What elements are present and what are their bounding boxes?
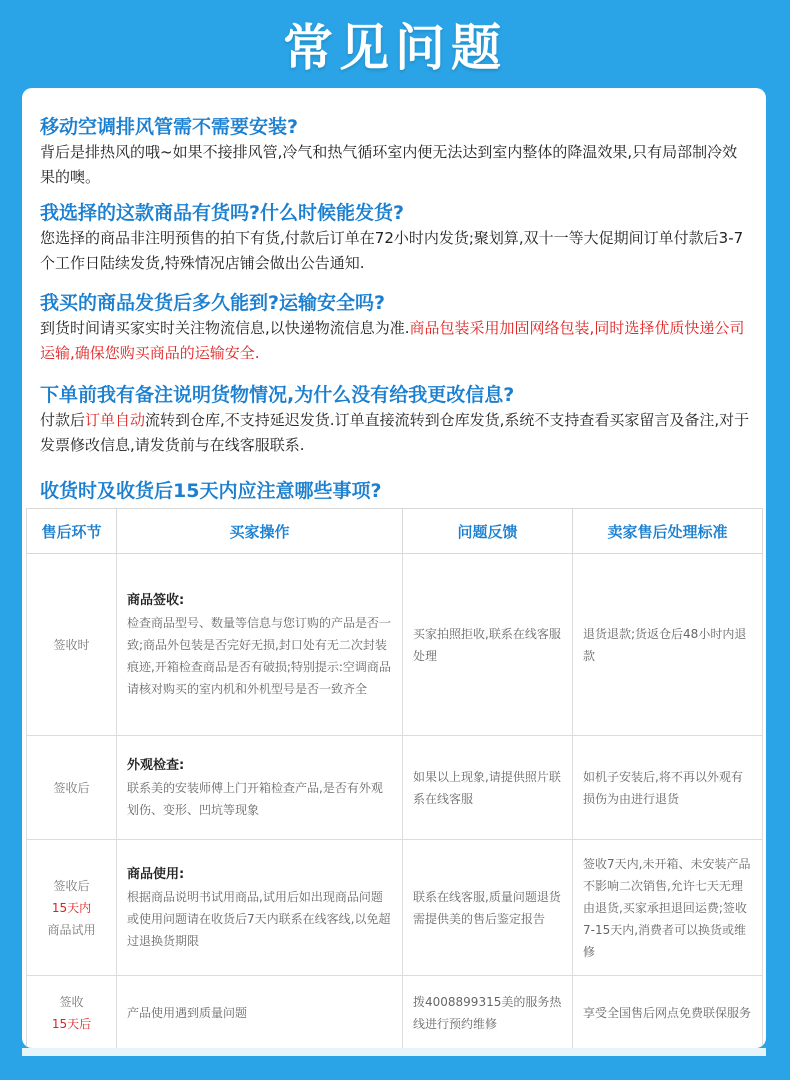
table-cell-feedback: 联系在线客服,质量问题退货需提供美的售后鉴定报告	[403, 840, 573, 976]
table-cell-feedback: 如果以上现象,请提供照片联系在线客服	[403, 736, 573, 840]
faq-answer-text: 付款后	[40, 411, 86, 429]
faq-item-3	[40, 290, 750, 366]
stage-text: 签收	[59, 994, 84, 1009]
table-cell-standard: 如机子安装后,将不再以外观有损伤为由进行退货	[573, 736, 763, 840]
faq-question: 下单前我有备注说明货物情况,为什么没有给我更改信息?	[40, 384, 515, 406]
stage-text: 签收时	[53, 637, 90, 652]
faq-question: 移动空调排风管需不需要安装?	[40, 116, 299, 138]
table-cell-stage	[27, 840, 117, 976]
table-header-feedback: 问题反馈	[403, 509, 573, 554]
faq-answer-highlight: 订单自动	[85, 411, 146, 429]
faq-answer	[40, 408, 750, 458]
table-row	[27, 554, 763, 736]
table-header-row	[27, 509, 763, 554]
table-cell-feedback: 拨4008899315美的服务热线进行预约维修	[403, 976, 573, 1049]
table-cell-stage	[27, 976, 117, 1049]
table-row	[27, 840, 763, 976]
faq-card	[22, 88, 766, 1048]
card-bottom-strip	[22, 1048, 766, 1056]
faq-answer-text: 到货时间请买家实时关注物流信息,以快递物流信息为准.	[40, 319, 410, 337]
table-cell-standard: 退货退款;货返仓后48小时内退款	[573, 554, 763, 736]
operation-body: 根据商品说明书试用商品,试用后如出现商品问题或使用问题请在收货后7天内联系在线客线,以免超过退换货期限	[127, 889, 391, 948]
operation-body: 产品使用遇到质量问题	[127, 1005, 248, 1020]
table-section-title: 收货时及收货后15天内应注意哪些事项?	[40, 480, 382, 502]
stage-highlight: 15天后	[51, 1016, 92, 1031]
table-cell-standard: 签收7天内,未开箱、未安装产品不影响二次销售,允许七天无理由退货,买家承担退回运费;签收7-15天内,消费者可以换货或维修	[573, 840, 763, 976]
operation-body: 检查商品型号、数量等信息与您订购的产品是否一致;商品外包装是否完好无损,封口处有无二次封装痕迹,开箱检查商品是否有破损;特别提示:空调商品请核对购买的室内机和外机型号是否一致齐全	[127, 615, 392, 696]
table-header-standard: 卖家售后处理标准	[573, 509, 763, 554]
faq-item-4	[40, 382, 750, 458]
table-row	[27, 976, 763, 1049]
table-cell-stage	[27, 736, 117, 840]
table-cell-standard: 享受全国售后网点免费联保服务	[573, 976, 763, 1049]
operation-body: 联系美的安装师傅上门开箱检查产品,是否有外观划伤、变形、凹坑等现象	[127, 780, 383, 817]
faq-answer: 背后是排热风的哦~如果不接排风管,冷气和热气循环室内便无法达到室内整体的降温效果,只有局部制冷效果的噢。	[40, 143, 738, 186]
faq-question: 我选择的这款商品有货吗?什么时候能发货?	[40, 202, 405, 224]
after-sales-table	[26, 508, 763, 1048]
faq-question: 我买的商品发货后多久能到?运输安全吗?	[40, 292, 386, 314]
stage-suffix: 商品试用	[47, 922, 96, 937]
faq-answer	[40, 316, 750, 366]
operation-title: 商品签收:	[127, 592, 185, 608]
operation-title: 外观检查:	[127, 757, 185, 773]
table-row	[27, 736, 763, 840]
table-cell-operation	[117, 554, 403, 736]
page-title: 常见问题	[283, 19, 507, 77]
table-cell-operation	[117, 840, 403, 976]
table-cell-operation	[117, 976, 403, 1049]
table-header-stage: 售后环节	[27, 509, 117, 554]
stage-text: 签收后	[53, 878, 90, 893]
faq-item-2	[40, 200, 750, 276]
table-cell-feedback: 买家拍照拒收,联系在线客服处理	[403, 554, 573, 736]
table-header-operation: 买家操作	[117, 509, 403, 554]
faq-answer: 您选择的商品非注明预售的拍下有货,付款后订单在72小时内发货;聚划算,双十一等大促期间订单付款后3-7个工作日陆续发货,特殊情况店铺会做出公告通知.	[40, 229, 744, 272]
stage-text: 签收后	[53, 780, 90, 795]
operation-title: 商品使用:	[127, 866, 185, 882]
faq-item-1	[40, 114, 750, 190]
stage-highlight: 15天内	[51, 900, 92, 915]
faq-answer-text: 流转到仓库,不支持延迟发货.订单直接流转到仓库发货,系统不支持查看买家留言及备注,对于发票修改信息,请发货前与在线客服联系.	[40, 411, 750, 454]
table-cell-operation	[117, 736, 403, 840]
faq-answer-highlight: 商品包装采用加固网络包装,同时选择优质快递公司运输,确保您购买商品的运输安全.	[40, 319, 745, 362]
table-cell-stage	[27, 554, 117, 736]
